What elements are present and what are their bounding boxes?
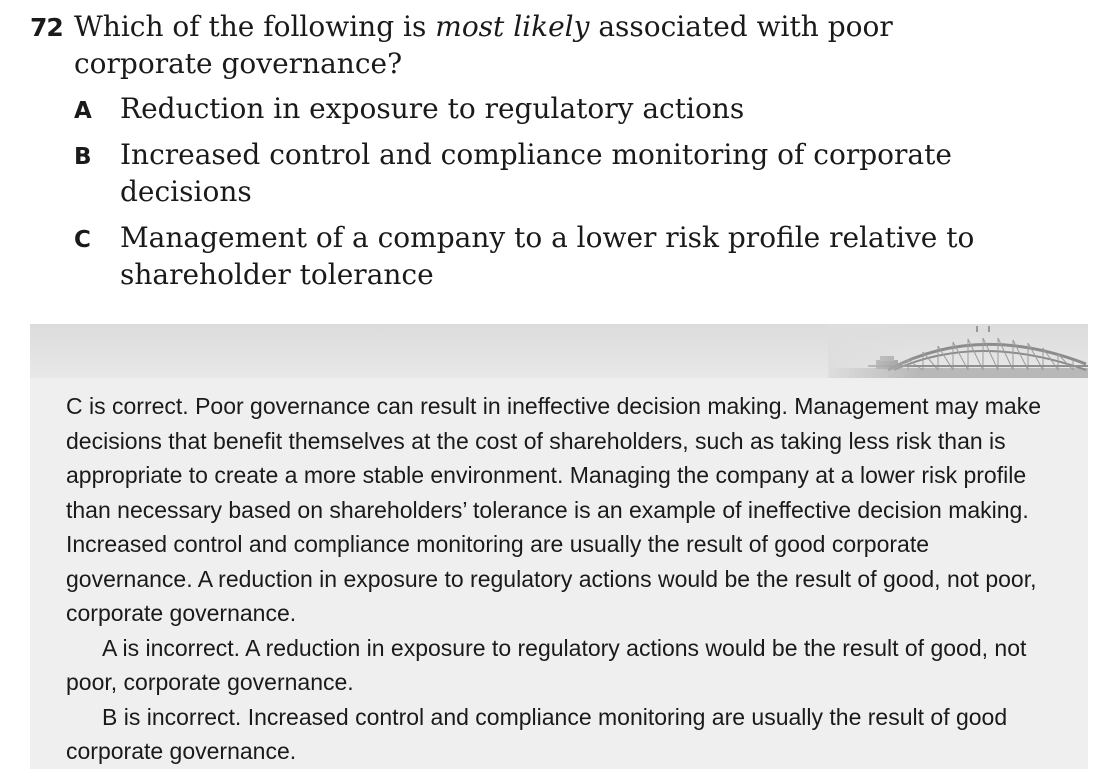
answer-header-banner — [30, 324, 1088, 378]
answer-options — [74, 90, 1070, 293]
answer-explanation-box — [30, 324, 1088, 769]
option-c — [74, 219, 1070, 293]
option-text: Management of a company to a lower risk profile relative to shareholder tolerance — [120, 221, 975, 291]
option-b — [74, 136, 1070, 210]
option-letter: A — [74, 98, 92, 124]
bridge-icon — [828, 324, 1088, 378]
answer-paragraph-b: B is incorrect. Increased control and compliance monitoring are usually the result of good corporate governance. — [66, 703, 1008, 764]
option-text: Reduction in exposure to regulatory actions — [120, 92, 745, 125]
question-number: 72 — [30, 13, 63, 42]
answer-paragraph-a: A is incorrect. A reduction in exposure to regulatory actions would be the result of good, not poor, corporate governance. — [66, 634, 1027, 695]
question-stem-end: associated with poor corporate governance? — [74, 10, 893, 80]
option-letter: C — [74, 227, 91, 253]
question-stem-emphasis: most likely — [435, 10, 590, 43]
question-block — [30, 8, 1070, 302]
question-stem-start: Which of the following is — [74, 10, 436, 43]
option-letter: B — [74, 144, 92, 170]
option-text: Increased control and compliance monitoring of corporate decisions — [120, 138, 952, 208]
answer-paragraph-correct: C is correct. Poor governance can result in ineffective decision making. Management may make decisions that benefit themselves at the cost of shareholders, such as taking less risk than is appropriate to create a more stable environment. Managing the company at a lower risk profile than necessary based on shareholders’ tolerance is an example of ineffective decision making. Increased control and compliance monitoring are usually the result of good corporate governance. A reduction in exposure to regulatory actions would be the result of good, not poor, corporate governance. — [66, 393, 1041, 626]
answer-body — [30, 378, 1088, 769]
question-stem — [74, 8, 1004, 82]
question-header — [30, 8, 1070, 82]
option-a — [74, 90, 1070, 127]
